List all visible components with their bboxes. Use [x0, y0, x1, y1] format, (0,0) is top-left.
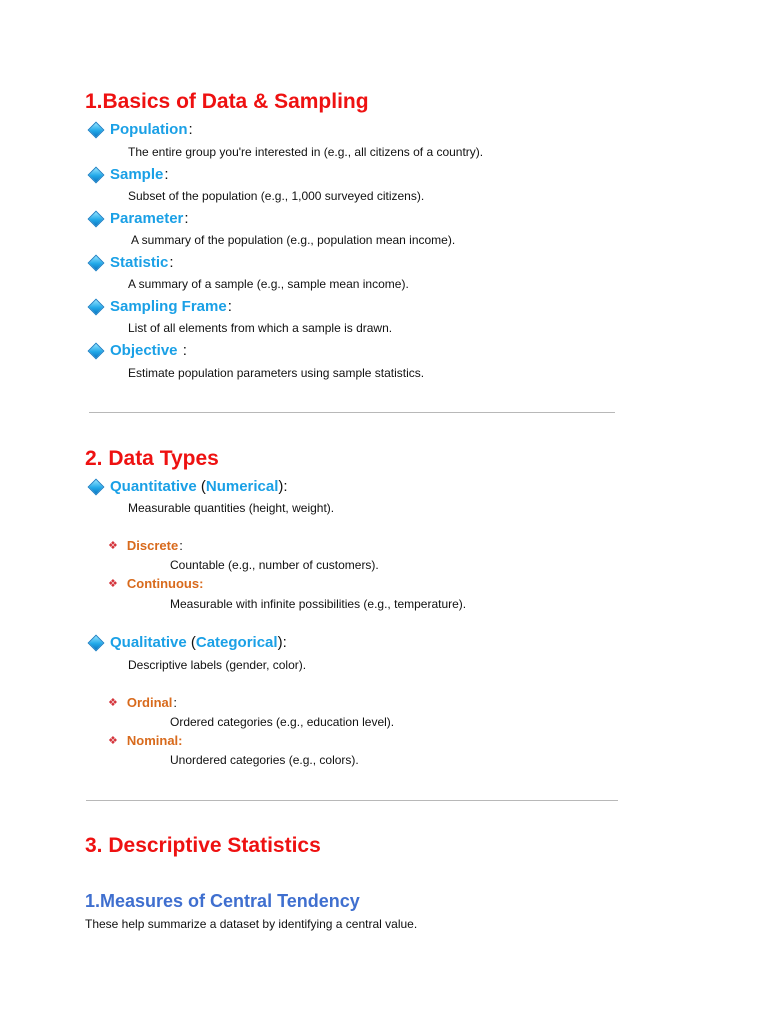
- section-3-title: 3. Descriptive Statistics: [85, 834, 321, 857]
- subterm-nominal: [108, 733, 183, 748]
- term-label: Population: [110, 121, 188, 138]
- term-description: List of all elements from which a sample is drawn.: [128, 321, 393, 335]
- term-population: [87, 121, 193, 138]
- four-diamond-icon: ❖: [108, 540, 118, 552]
- section-divider: [89, 412, 615, 413]
- term-alt-label: Numerical: [205, 478, 279, 495]
- term-description: Descriptive labels (gender, color).: [128, 658, 307, 672]
- term-label: Objective: [110, 342, 178, 359]
- term-colon: :: [169, 254, 174, 271]
- diamond-icon: [88, 298, 105, 315]
- subterm-ordinal: [108, 695, 177, 710]
- subsection-heading: 1.Measures of Central Tendency: [85, 891, 360, 911]
- four-diamond-icon: ❖: [108, 697, 118, 709]
- term-label: Qualitative: [110, 634, 187, 651]
- term-alt-label: Categorical: [195, 634, 278, 651]
- paren-open: (: [196, 478, 206, 495]
- term-sample: [87, 166, 169, 183]
- term-quantitative: [87, 478, 288, 495]
- term-colon: :: [164, 166, 169, 183]
- term-parameter: [87, 210, 189, 227]
- subterm-label: Discrete: [126, 538, 179, 553]
- subterm-label: Ordinal: [126, 695, 173, 710]
- term-colon: :: [178, 342, 187, 359]
- subsection-intro: These help summarize a dataset by identifying a central value.: [85, 917, 418, 931]
- subterm-label: Continuous:: [126, 576, 204, 591]
- subterm-description: Countable (e.g., number of customers).: [170, 558, 379, 572]
- term-description: Measurable quantities (height, weight).: [128, 501, 335, 515]
- section-2-title: 2. Data Types: [85, 447, 219, 470]
- diamond-icon: [88, 634, 105, 651]
- term-objective: [87, 342, 187, 359]
- term-colon: :: [188, 121, 193, 138]
- diamond-icon: [88, 342, 105, 359]
- paren-open: (: [186, 634, 196, 651]
- subterm-description: Ordered categories (e.g., education level).: [170, 715, 395, 729]
- diamond-icon: [88, 478, 105, 495]
- term-label: Sample: [110, 166, 164, 183]
- subterm-discrete: [108, 538, 183, 553]
- term-label: Statistic: [110, 254, 169, 271]
- subterm-continuous: [108, 576, 203, 591]
- section-1-title: 1.Basics of Data & Sampling: [85, 90, 369, 113]
- diamond-icon: [88, 121, 105, 138]
- diamond-icon: [88, 166, 105, 183]
- four-diamond-icon: ❖: [108, 735, 118, 747]
- subterm-colon: :: [179, 538, 183, 553]
- term-description: Estimate population parameters using sample statistics.: [128, 366, 425, 380]
- term-label: Parameter: [110, 210, 184, 227]
- term-sampling-frame: [87, 298, 232, 315]
- paren-close: ):: [278, 478, 288, 495]
- paren-close: ):: [277, 634, 287, 651]
- term-description: The entire group you're interested in (e.g., all citizens of a country).: [128, 145, 484, 159]
- section-divider: [86, 800, 618, 801]
- term-statistic: [87, 254, 174, 271]
- four-diamond-icon: ❖: [108, 578, 118, 590]
- term-description: A summary of the population (e.g., population mean income).: [131, 233, 456, 247]
- term-colon: :: [184, 210, 189, 227]
- diamond-icon: [88, 254, 105, 271]
- subterm-description: Measurable with infinite possibilities (e.g., temperature).: [170, 597, 467, 611]
- subterm-label: Nominal:: [126, 733, 183, 748]
- subterm-colon: :: [173, 695, 178, 710]
- diamond-icon: [88, 210, 105, 227]
- term-qualitative: [87, 634, 287, 651]
- term-description: Subset of the population (e.g., 1,000 surveyed citizens).: [128, 189, 425, 203]
- subterm-description: Unordered categories (e.g., colors).: [170, 753, 359, 767]
- term-description: A summary of a sample (e.g., sample mean income).: [128, 277, 409, 291]
- term-label: Sampling Frame: [110, 298, 227, 315]
- term-colon: :: [227, 298, 232, 315]
- term-label: Quantitative: [110, 478, 197, 495]
